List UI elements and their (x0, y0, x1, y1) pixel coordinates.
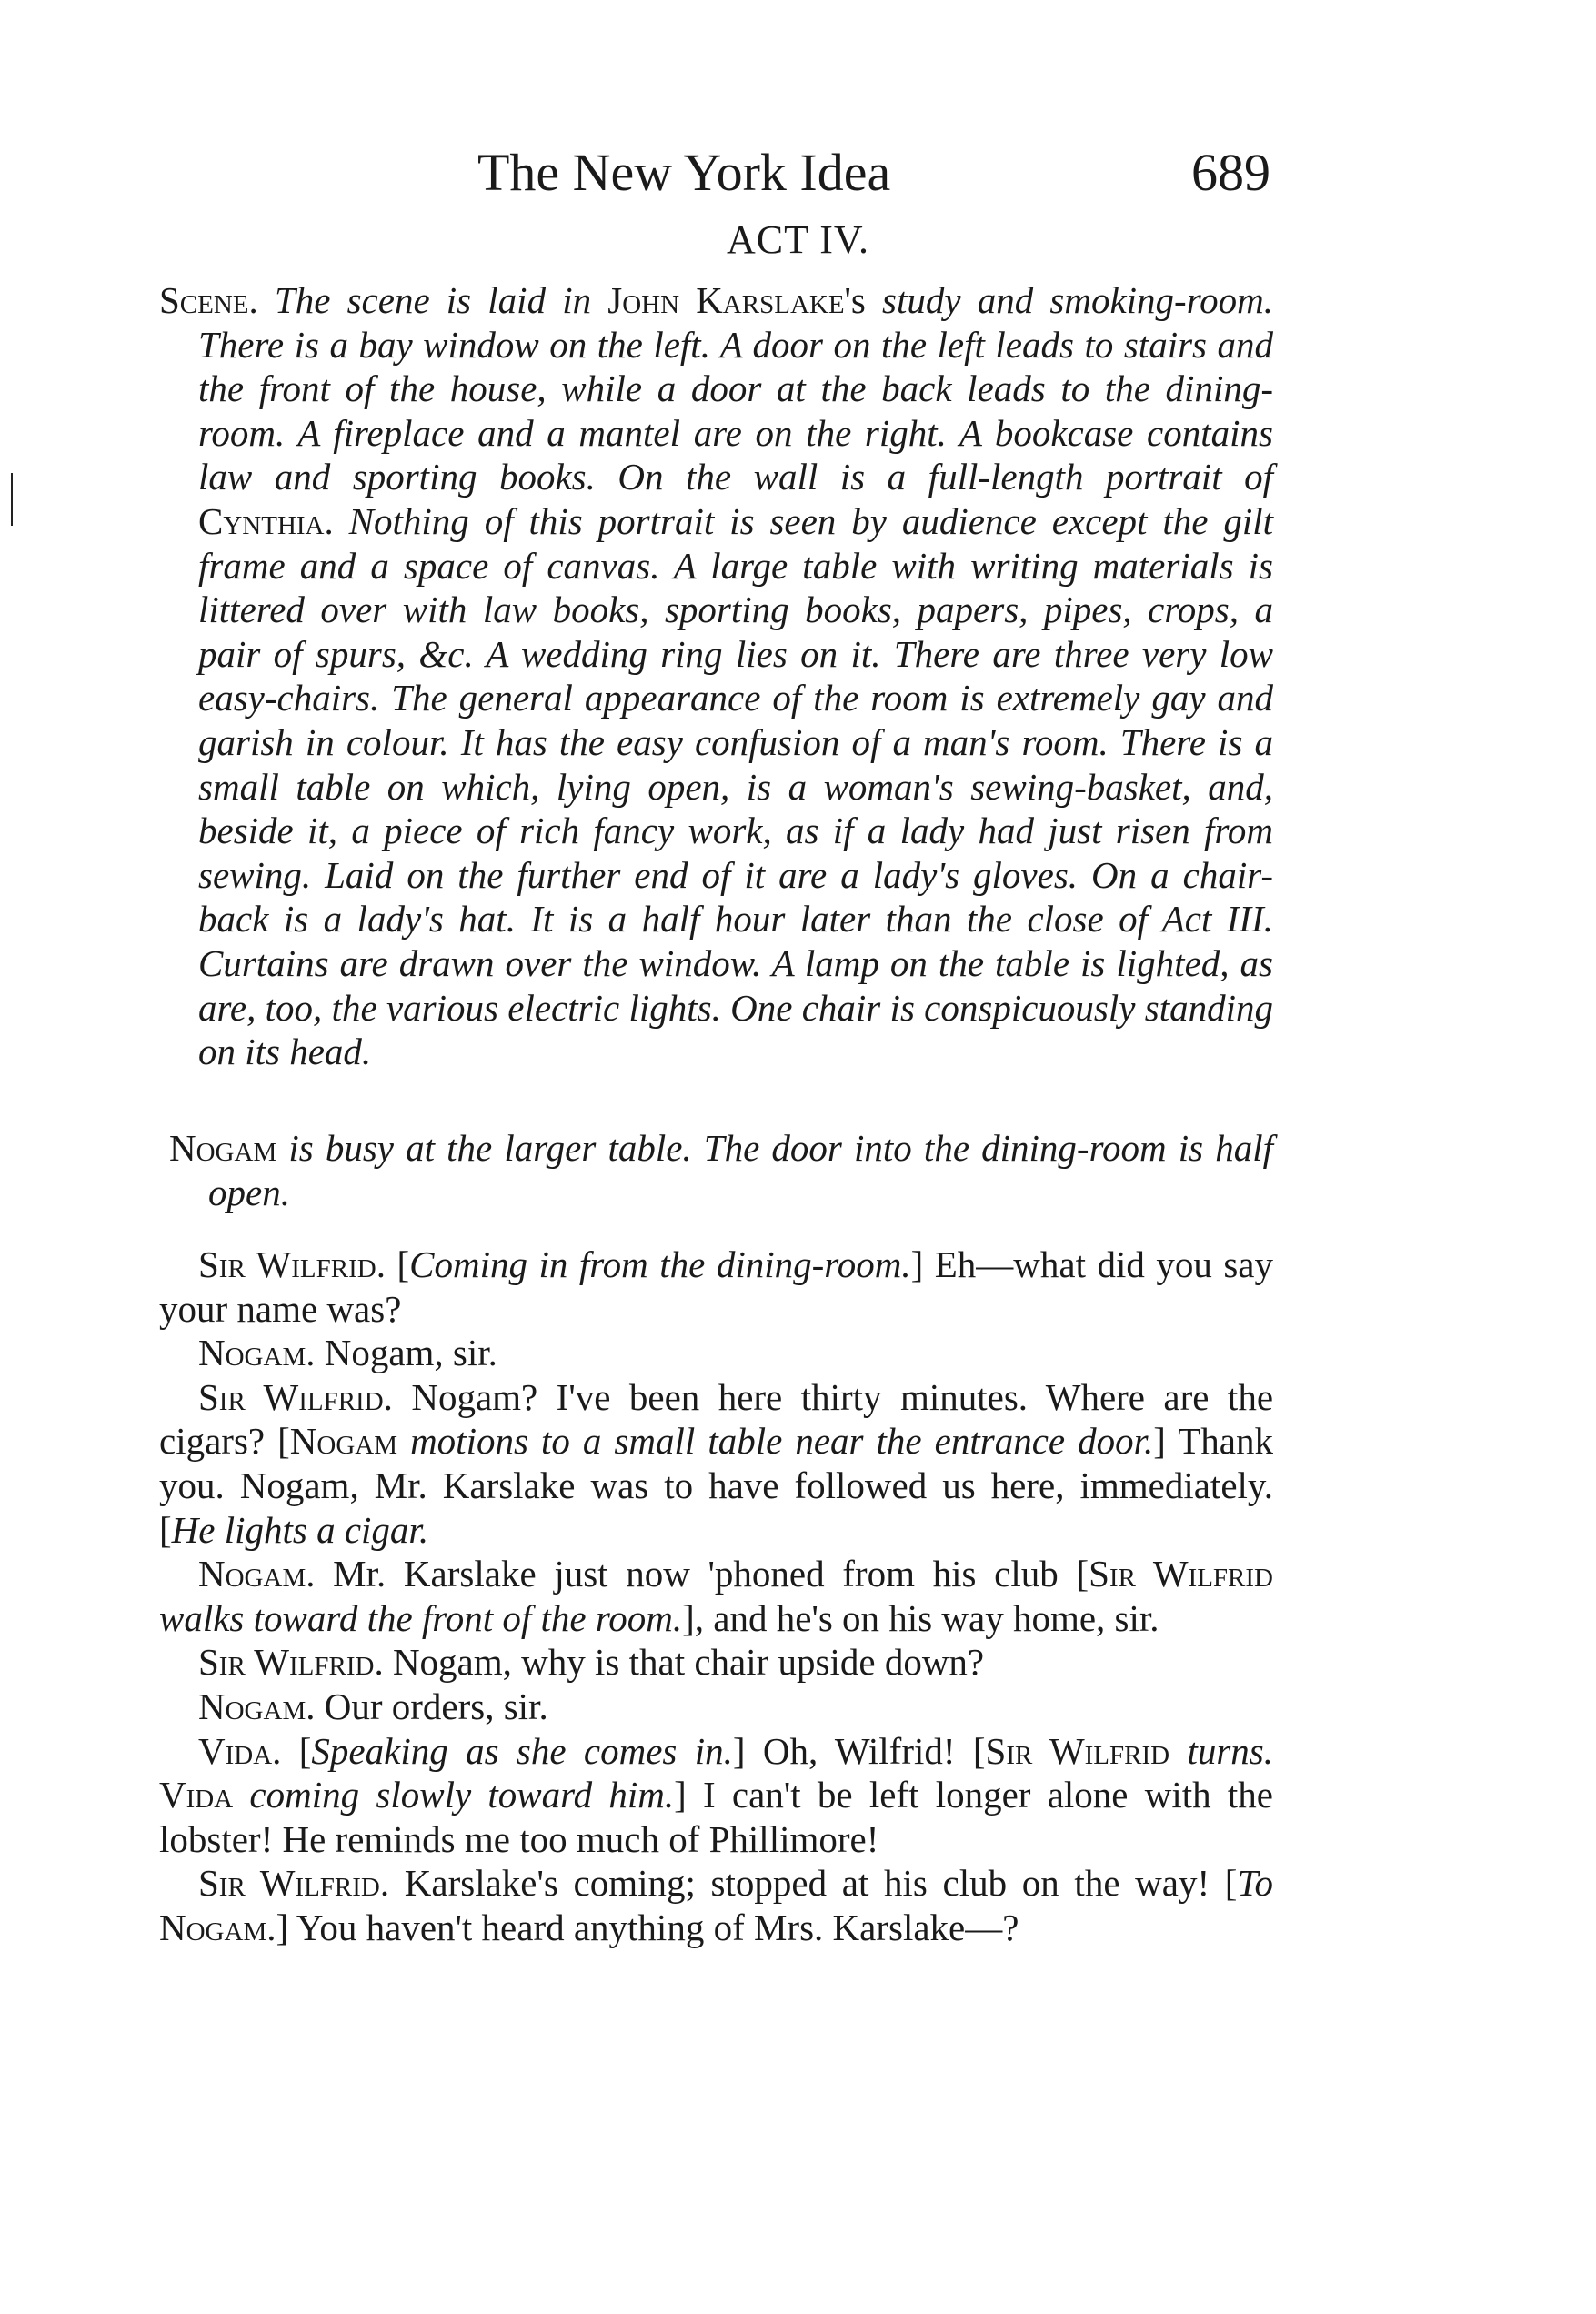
scene-paragraph (159, 278, 1273, 1074)
speaker-name: Sir Wilfrid (198, 1862, 380, 1905)
speaker-name: Sir Wilfrid (198, 1243, 376, 1285)
margin-mark (11, 473, 13, 526)
stage-text: is busy at the larger table. The door into the dining-room is half open. (208, 1127, 1273, 1213)
speaker-name: Nogam (198, 1332, 306, 1374)
speaker-name: Vida (198, 1729, 273, 1772)
stage-text: turns. (1169, 1729, 1274, 1772)
speaker-name: Sir Wilfrid (1089, 1553, 1273, 1595)
scene-text (198, 279, 1273, 1072)
text-run: .] You haven't heard anything of Mrs. Karslake—? (266, 1906, 1019, 1948)
scene-label: Scene. (159, 279, 258, 321)
text-run: ] Eh—what did you say your name was? (159, 1243, 1273, 1330)
stage-text: coming slowly toward him. (233, 1774, 675, 1816)
dialogue (159, 1243, 1273, 1950)
speech (159, 1375, 1273, 1552)
page-number: 689 (1191, 143, 1270, 202)
speech (159, 1331, 1273, 1375)
speaker-name: Nogam (198, 1685, 306, 1727)
speaker-name: Nogam (198, 1553, 306, 1595)
stage-text: Coming in from the dining-room. (409, 1243, 911, 1285)
text-run: . [ (272, 1729, 312, 1772)
text-run: . Nogam, why is that chair upside down? (374, 1641, 985, 1684)
speaker-name: Nogam (159, 1906, 267, 1948)
speaker-name: Sir Wilfrid (198, 1375, 384, 1418)
text-run: . Nogam, sir. (306, 1332, 497, 1374)
text-run: . Mr. Karslake just now 'phoned from his club [ (306, 1553, 1089, 1595)
speaker-name: Sir Wilfrid (985, 1729, 1170, 1772)
text-run: 's (844, 279, 883, 321)
speaker-name: John Karslake (607, 279, 845, 321)
scene-description (159, 278, 1273, 1074)
running-title: The New York Idea (477, 143, 891, 202)
stage-direction (169, 1126, 1273, 1214)
stage-text: Speaking as she comes in. (311, 1729, 733, 1772)
speech (159, 1729, 1273, 1862)
stage-text: He lights a cigar. (171, 1508, 429, 1551)
speech (159, 1861, 1273, 1949)
text-run: . Karslake's coming; stopped at his club on the way! [ (379, 1862, 1238, 1905)
stage-text: The scene is laid in (274, 279, 608, 321)
stage-direction-text (169, 1126, 1273, 1214)
running-header (0, 136, 1596, 209)
stage-text: Nothing of this portrait is seen by audience except the gilt frame and a space of canvas. A large table with writing materials is littered over with law books, sporting books, papers, pipes, crops, a pair of spurs, &c. A wedding ring lies on it. There are three very low easy-chairs. The general appearance of the room is extremely gay and garish in colour. It has the easy confusion of a man's room. There is a small table on which, lying open, is a woman's sewing-basket, and, beside it, a piece of rich fancy work, as if a lady had just risen from sewing. Laid on the further end of it are a lady's gloves. On a chair-back is a lady's hat. It is a half hour later than the close of Act III. Curtains are drawn over the window. A lamp on the table is lighted, as are, too, the various electric lights. One chair is conspicuously standing on its head. (198, 499, 1274, 1073)
speaker-name: Vida (159, 1774, 234, 1816)
stage-text: walks toward the front of the room. (159, 1596, 683, 1639)
text-run: ], and he's on his way home, sir. (682, 1596, 1159, 1639)
stage-text: motions to a small table near the entrance door. (397, 1420, 1154, 1463)
stage-text: To (1237, 1862, 1274, 1905)
text-run: . Nogam? I've been here thirty minutes. Where are the cigars? [ (159, 1375, 1274, 1463)
text-run: . Our orders, sir. (306, 1685, 548, 1727)
text-run: . [ (376, 1243, 410, 1285)
speech (159, 1685, 1273, 1729)
speaker-name: Sir Wilfrid (198, 1641, 375, 1684)
text-run: ] Oh, Wilfrid! [ (732, 1729, 986, 1772)
speaker-name: Cynthia (198, 499, 325, 542)
stage-text: study and smoking-room. There is a bay window on the left. A door on the left leads to stairs and the front of the house, while a door at the back leads to the dining-room. A fireplace and a mantel are on the right. A bookcase contains law and sporting books. On the wall is a full-length portrait of (198, 279, 1273, 498)
text-run: ] Thank you. Nogam, Mr. Karslake was to have followed us here, immediately. [ (159, 1420, 1273, 1551)
speech (159, 1243, 1273, 1331)
speech (159, 1552, 1273, 1640)
speech (159, 1640, 1273, 1685)
speaker-name: Nogam (289, 1420, 398, 1463)
speaker-name: Nogam (169, 1127, 277, 1169)
text-run: ] I can't be left longer alone with the lobster! He reminds me too much of Phillimore! (159, 1774, 1274, 1860)
text-run: . (324, 499, 349, 542)
act-heading: ACT IV. (727, 217, 869, 262)
